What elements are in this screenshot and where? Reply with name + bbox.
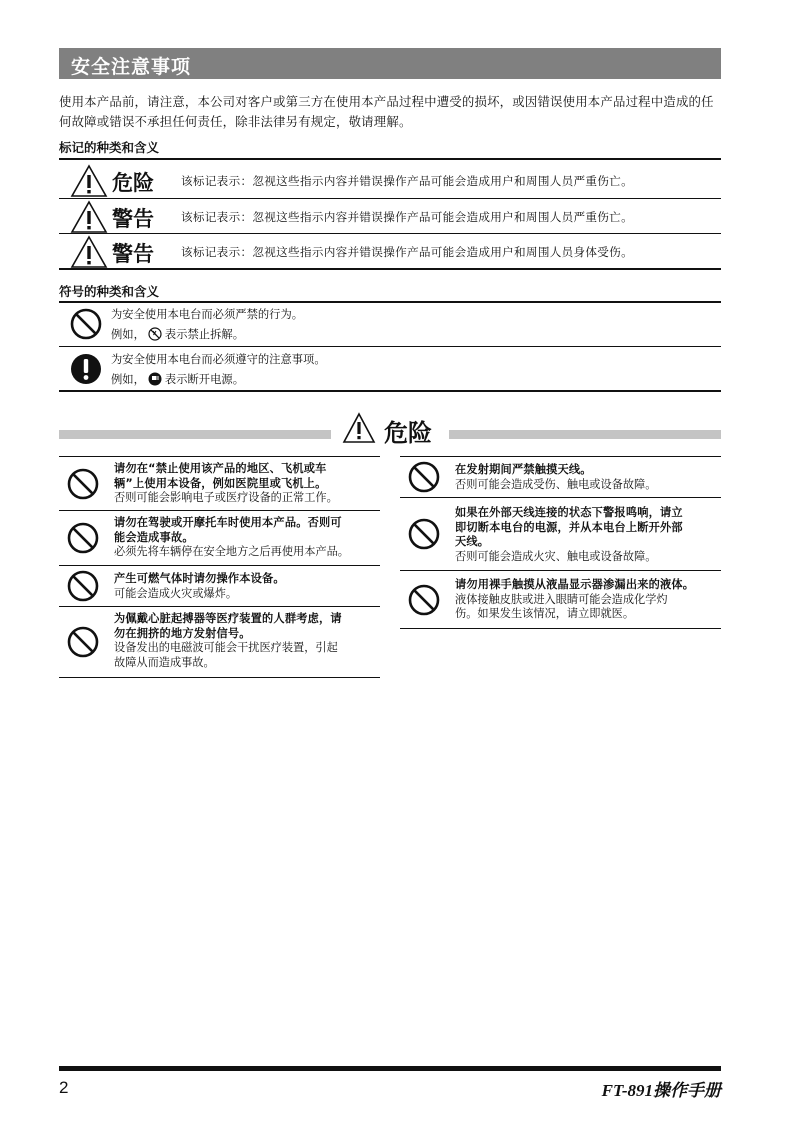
footer-rule xyxy=(59,1066,721,1071)
no-disassembly-icon xyxy=(148,327,162,341)
prohibited-icon xyxy=(66,521,100,555)
symbols-heading: 符号的种类和含义 xyxy=(59,284,160,299)
danger-bar-right xyxy=(449,430,721,439)
danger-title xyxy=(342,410,442,450)
prohibited-icon xyxy=(66,569,100,603)
danger-item: 在发射期间严禁触摸天线。 否则可能会造成受伤、触电或设备故障。 xyxy=(400,457,721,496)
mark-desc: 该标记表示：忽视这些指示内容并错误操作产品可能会造成用户和周围人员严重伤亡。 xyxy=(181,174,633,188)
mark-row-danger xyxy=(59,164,721,198)
mark-word: 警告 xyxy=(112,241,154,266)
danger-item: 请勿在“禁止使用该产品的地区、飞机或车 辆”上使用本设备，例如医院里或飞机上。 否则可能会影响电子或医疗设备的正常工作。 xyxy=(59,457,380,510)
prohibited-icon xyxy=(407,460,441,494)
marks-heading: 标记的种类和含义 xyxy=(59,140,160,155)
symbol-row-mandatory xyxy=(59,347,721,391)
mark-row-caution xyxy=(59,235,721,269)
unplug-icon xyxy=(148,372,162,386)
danger-item: 请勿用裸手触摸从液晶显示器渗漏出来的液体。 液体接触皮肤或进入眼睛可能会造成化学灼 伤。如果发生该情况，请立即就医。 xyxy=(400,571,721,628)
danger-item: 如果在外部天线连接的状态下警报鸣响，请立 即切断本电台的电源，并从本电台上断开外部 天线。 否则可能会造成火灾、触电或设备故障。 xyxy=(400,498,721,569)
symbol-desc: 为安全使用本电台而必须严禁的行为。 xyxy=(111,308,304,321)
divider xyxy=(59,233,721,234)
warning-triangle-icon xyxy=(70,200,108,234)
symbol-example: 例如， 表示断开电源。 xyxy=(111,373,244,386)
mark-desc: 该标记表示：忽视这些指示内容并错误操作产品可能会造成用户和周围人员身体受伤。 xyxy=(181,245,633,259)
danger-item: 为佩戴心脏起搏器等医疗装置的人群考虑，请 勿在拥挤的地方发射信号。 设备发出的电磁波可能会干扰医疗装置，引起 故障从而造成事故。 xyxy=(59,607,380,677)
manual-title: FT-891操作手册 xyxy=(601,1081,721,1100)
warning-triangle-icon xyxy=(342,412,376,444)
symbol-desc: 为安全使用本电台而必须遵守的注意事项。 xyxy=(111,353,326,366)
prohibited-icon xyxy=(66,467,100,501)
intro-paragraph: 使用本产品前，请注意，本公司对客户或第三方在使用本产品过程中遭受的损坏，或因错误使用本产品过程中造成的任何故障或错误不承担任何责任，除非法律另有规定，敬请理解。 xyxy=(59,94,714,129)
divider xyxy=(59,677,380,678)
mark-desc: 该标记表示：忽视这些指示内容并错误操作产品可能会造成用户和周围人员严重伤亡。 xyxy=(181,210,633,224)
warning-triangle-icon xyxy=(70,235,108,269)
mark-row-warning xyxy=(59,200,721,234)
danger-item: 请勿在驾驶或开摩托车时使用本产品。否则可 能会造成事故。 必须先将车辆停在安全地方之后再使用本产品。 xyxy=(59,511,380,565)
divider xyxy=(59,390,721,392)
prohibited-icon xyxy=(69,307,103,341)
section-title: 安全注意事项 xyxy=(71,56,192,78)
mark-word: 警告 xyxy=(112,206,154,231)
danger-item: 产生可燃气体时请勿操作本设备。 可能会造成火灾或爆炸。 xyxy=(59,566,380,606)
divider xyxy=(59,198,721,199)
symbol-row-prohibited xyxy=(59,302,721,346)
prohibited-icon xyxy=(407,517,441,551)
danger-word: 危险 xyxy=(384,418,432,447)
mark-word: 危险 xyxy=(112,170,154,195)
danger-bar-left xyxy=(59,430,331,439)
prohibited-icon xyxy=(407,583,441,617)
divider xyxy=(59,158,721,160)
page-number: 2 xyxy=(59,1078,69,1097)
symbol-example: 例如， 表示禁止拆解。 xyxy=(111,328,244,341)
warning-triangle-icon xyxy=(70,164,108,198)
section-header xyxy=(59,48,721,79)
mandatory-icon xyxy=(69,352,103,386)
prohibited-icon xyxy=(66,625,100,659)
divider xyxy=(59,268,721,270)
divider xyxy=(400,628,721,629)
